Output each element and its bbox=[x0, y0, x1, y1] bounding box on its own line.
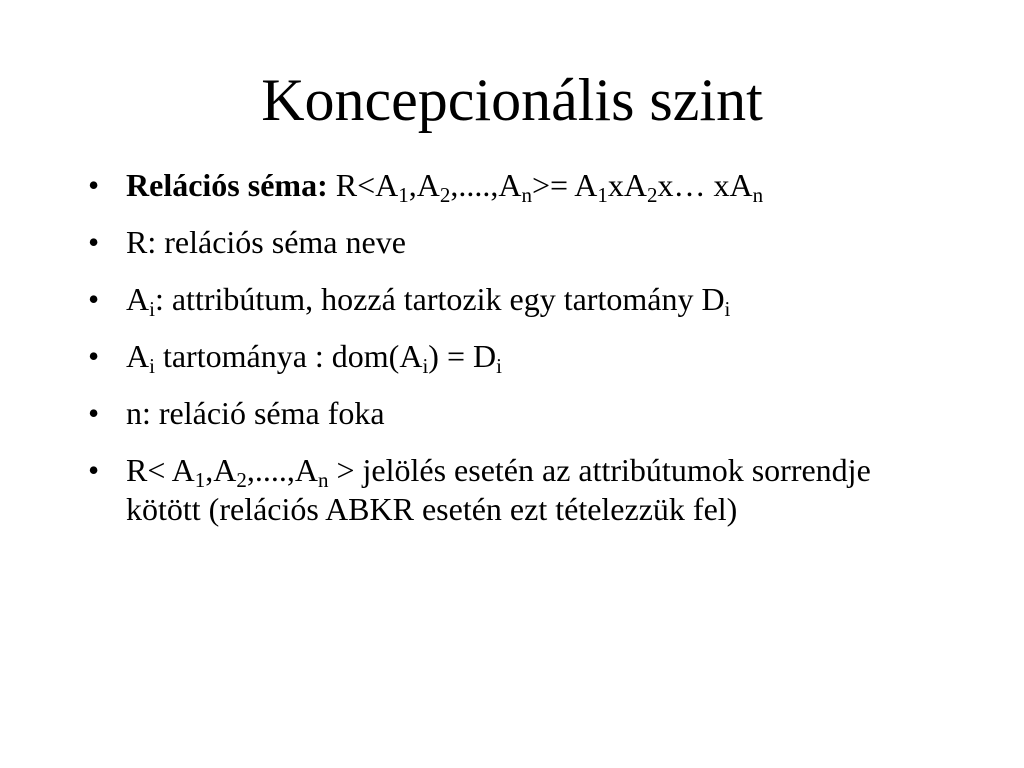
schema-text: ,A bbox=[408, 167, 440, 203]
bullet-dot: • bbox=[88, 338, 100, 374]
bullet-text: A bbox=[126, 338, 150, 374]
bullet-text: ,....,A bbox=[246, 452, 318, 488]
bullet-text: R< A bbox=[126, 452, 195, 488]
bullet-text: R: relációs séma neve bbox=[126, 224, 406, 260]
subscript: 1 bbox=[398, 183, 409, 207]
subscript: i bbox=[724, 297, 731, 321]
bullet-attribute-order bbox=[88, 451, 938, 529]
bullet-dot: • bbox=[88, 167, 100, 203]
bullet-text: n: reláció séma foka bbox=[126, 395, 385, 431]
schema-text: ,....,A bbox=[450, 167, 522, 203]
bullet-attribute bbox=[88, 280, 938, 319]
bullet-relation-schema bbox=[88, 166, 938, 205]
subscript: n bbox=[521, 183, 532, 207]
bullet-list bbox=[88, 166, 938, 547]
bullet-text: tartománya : dom(A bbox=[154, 338, 423, 374]
bullet-text: > jelölés esetén az attribútumok sorrendje kötött (relációs ABKR esetén ezt tételezzük fel) bbox=[126, 452, 871, 527]
bullet-schema-name bbox=[88, 223, 938, 262]
subscript: 1 bbox=[597, 183, 608, 207]
bullet-degree bbox=[88, 394, 938, 433]
schema-text: >= A bbox=[531, 167, 598, 203]
bullet-text: : attribútum, hozzá tartozik egy tartomány D bbox=[154, 281, 725, 317]
schema-text: R<A bbox=[327, 167, 399, 203]
subscript: i bbox=[149, 354, 155, 378]
schema-text: xA bbox=[607, 167, 647, 203]
bullet-text: ,A bbox=[205, 452, 237, 488]
subscript: n bbox=[752, 183, 764, 207]
slide-title: Koncepcionális szint bbox=[261, 67, 763, 133]
subscript: 2 bbox=[439, 183, 451, 207]
subscript: i bbox=[422, 354, 429, 378]
schema-label: Relációs séma: bbox=[126, 167, 328, 203]
subscript: n bbox=[317, 468, 329, 492]
subscript: 2 bbox=[646, 183, 658, 207]
bullet-dot: • bbox=[88, 452, 100, 488]
subscript: 2 bbox=[236, 468, 247, 492]
bullet-text: ) = D bbox=[428, 338, 497, 374]
bullet-text: A bbox=[126, 281, 150, 317]
bullet-dot: • bbox=[88, 395, 100, 431]
subscript: 1 bbox=[194, 468, 206, 492]
bullet-dot: • bbox=[88, 224, 100, 260]
bullet-domain bbox=[88, 337, 938, 376]
schema-text: x… xA bbox=[657, 167, 753, 203]
bullet-dot: • bbox=[88, 281, 100, 317]
subscript: i bbox=[496, 354, 502, 378]
subscript: i bbox=[149, 297, 155, 321]
